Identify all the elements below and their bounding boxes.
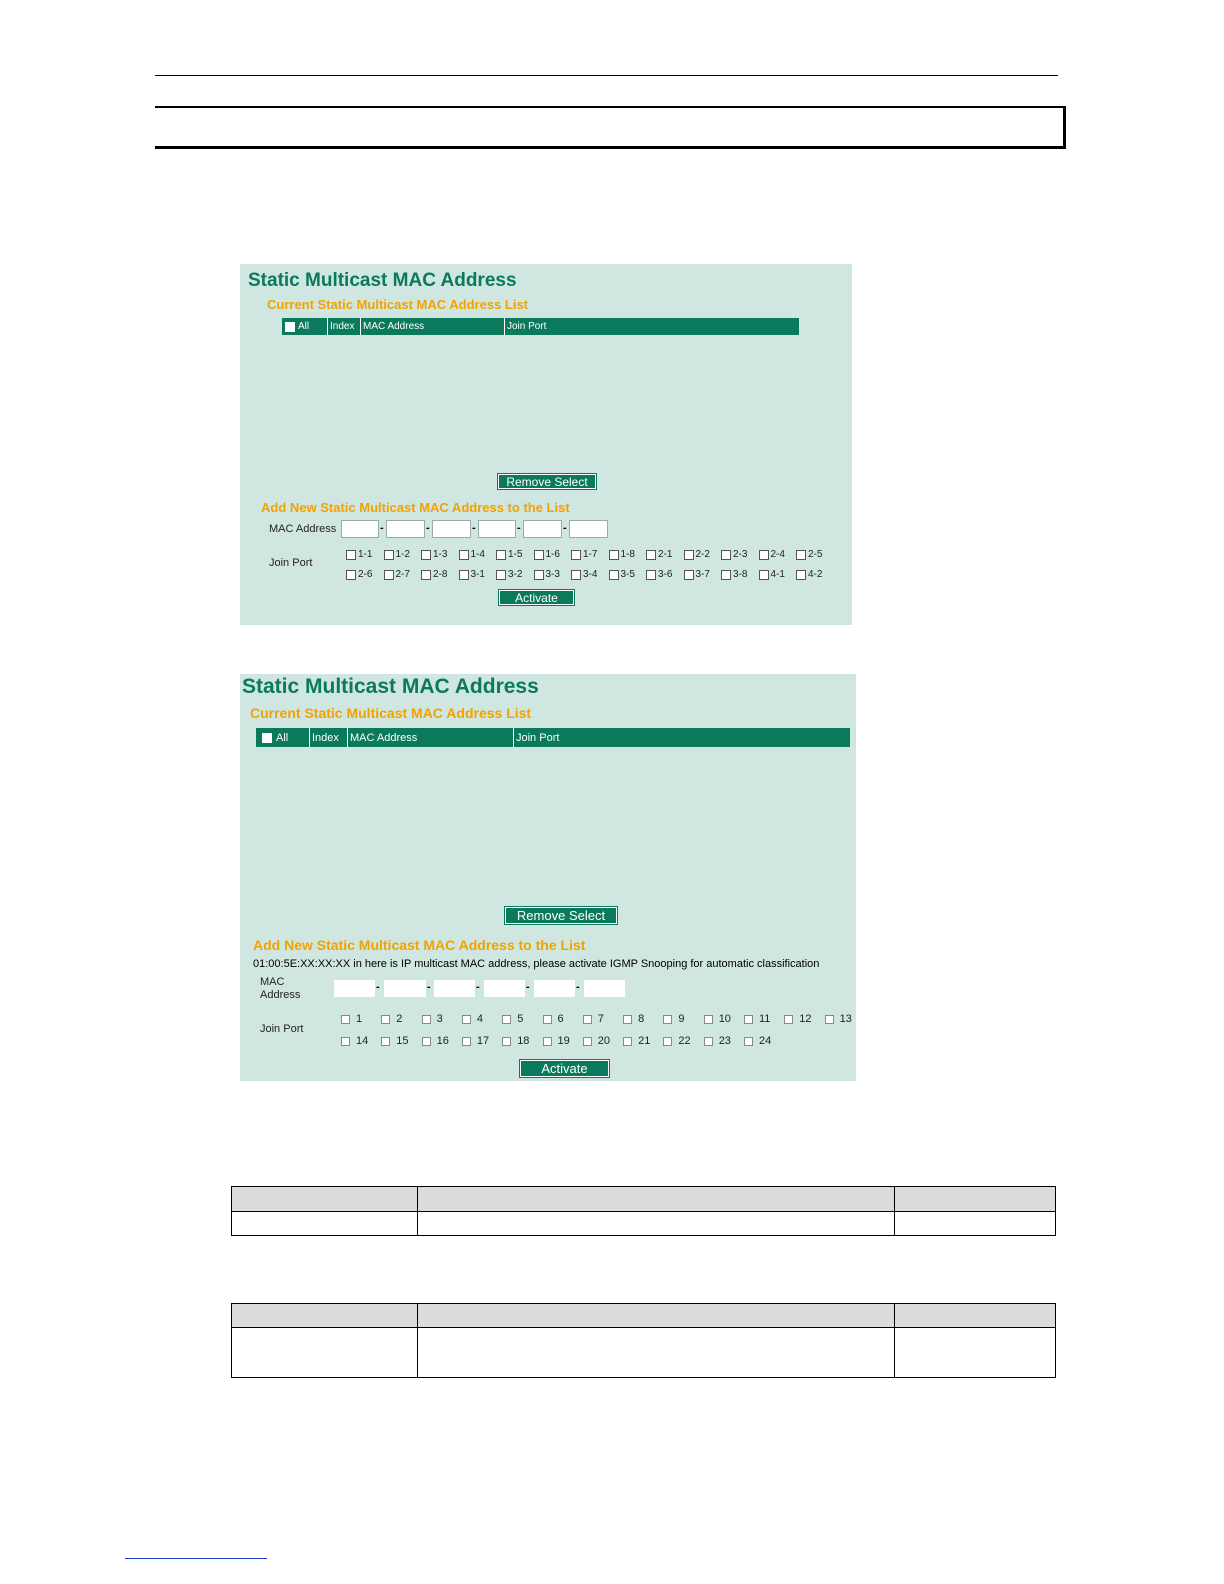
join-port-checkbox[interactable] (784, 1015, 793, 1024)
col-mac-address: MAC Address (361, 318, 505, 335)
join-port-label: 9 (678, 1013, 685, 1025)
mac-label-line-1: MAC (260, 976, 285, 988)
join-port-label: 2-5 (808, 549, 823, 560)
join-port-option (496, 569, 522, 580)
join-port-label: 24 (759, 1035, 772, 1047)
join-port-label: 3-3 (545, 569, 560, 580)
join-port-label: 19 (557, 1035, 570, 1047)
join-port-label: 2-7 (395, 569, 410, 580)
join-port-label: 3-1 (470, 569, 485, 580)
join-port-checkbox[interactable] (583, 1037, 592, 1046)
table-header (256, 728, 850, 747)
join-port-label: 4-2 (808, 569, 823, 580)
parameter-table-1 (231, 1186, 1056, 1236)
join-port-checkbox[interactable] (623, 1037, 632, 1046)
join-port-checkbox[interactable] (684, 550, 694, 560)
join-port-option (346, 569, 372, 580)
join-port-option (543, 1013, 564, 1025)
join-port-checkbox[interactable] (462, 1015, 471, 1024)
join-port-label: 1-7 (583, 549, 598, 560)
join-port-option (381, 1013, 402, 1025)
join-port-option (609, 549, 635, 560)
mac-address-inputs (341, 520, 611, 538)
join-port-label: 2-3 (733, 549, 748, 560)
table-cell (232, 1212, 418, 1236)
header-cell (417, 1304, 895, 1328)
mac-separator: - (517, 522, 521, 534)
join-port-label: 11 (759, 1013, 771, 1025)
mac-label-line-2: Address (260, 989, 301, 1001)
join-port-option (759, 549, 785, 560)
mac-address-inputs (334, 980, 626, 997)
join-port-option (721, 569, 747, 580)
join-port-checkbox[interactable] (381, 1037, 390, 1046)
join-port-checkbox[interactable] (583, 1015, 592, 1024)
join-port-label: 17 (476, 1035, 490, 1047)
table-cell (232, 1328, 418, 1378)
join-port-label: 2-6 (358, 569, 373, 580)
join-port-option (721, 549, 747, 560)
join-port-option (462, 1013, 483, 1025)
join-port-checkbox[interactable] (825, 1015, 834, 1024)
join-port-option (646, 549, 672, 560)
join-port-checkbox[interactable] (684, 570, 694, 580)
join-port-option (684, 569, 710, 580)
mac-octet-6[interactable] (584, 980, 625, 997)
table-cell (417, 1328, 895, 1378)
join-port-option (459, 569, 485, 580)
mac-octet-5[interactable] (523, 520, 562, 538)
join-port-option (502, 1013, 523, 1025)
join-port-label: 3 (436, 1013, 443, 1025)
mac-octet-4[interactable] (478, 520, 516, 538)
select-all-checkbox[interactable] (285, 322, 295, 332)
join-port-checkbox[interactable] (341, 1037, 350, 1046)
join-port-label: 3-6 (658, 569, 673, 580)
join-port-checkbox[interactable] (502, 1015, 511, 1024)
mac-address-label (260, 976, 300, 1002)
join-port-label: 1-2 (395, 549, 410, 560)
join-port-option (502, 1035, 529, 1047)
join-port-checkbox[interactable] (422, 1015, 431, 1024)
join-port-checkbox[interactable] (381, 1015, 390, 1024)
join-port-checkbox[interactable] (462, 1037, 471, 1046)
join-port-option (341, 1013, 362, 1025)
col-all-label: All (276, 731, 289, 744)
join-port-label: 1 (356, 1013, 363, 1025)
join-port-label: 18 (517, 1035, 530, 1047)
join-port-label: 3-5 (620, 569, 635, 580)
join-port-checkbox[interactable] (663, 1037, 672, 1046)
mac-separator: - (426, 522, 430, 534)
header-cell (232, 1304, 418, 1328)
igmp-note: 01:00:5E:XX:XX:XX in here is IP multicast MAC address, please activate IGMP Snooping for automatic classification (253, 958, 820, 970)
join-port-label: 22 (678, 1035, 691, 1047)
add-title: Add New Static Multicast MAC Address to the List (253, 937, 586, 953)
col-all (256, 728, 310, 747)
join-port-option (462, 1035, 489, 1047)
join-port-label: Join Port (269, 557, 313, 569)
mac-separator: - (472, 522, 476, 534)
table-cell (417, 1212, 895, 1236)
list-title: Current Static Multicast MAC Address List (250, 705, 532, 721)
table-header-row (232, 1304, 1056, 1328)
remove-select-button[interactable]: Remove Select (505, 907, 617, 924)
join-port-checkbox[interactable] (459, 570, 469, 580)
join-port-checkbox[interactable] (646, 570, 656, 580)
join-port-option (421, 549, 447, 560)
join-port-checkbox[interactable] (721, 550, 731, 560)
join-port-label: 4 (476, 1013, 484, 1025)
join-port-label: 2 (396, 1013, 403, 1025)
join-port-checkbox[interactable] (346, 570, 356, 580)
mac-octet-6[interactable] (569, 520, 608, 538)
join-port-label: 8 (638, 1013, 645, 1025)
mac-separator: - (380, 522, 384, 534)
join-port-option (341, 1035, 368, 1047)
header-cell (895, 1187, 1056, 1212)
mac-octet-1[interactable] (334, 980, 375, 997)
mac-octet-5[interactable] (534, 980, 575, 997)
join-port-option (684, 549, 710, 560)
mac-separator: - (563, 522, 567, 534)
mac-separator: - (476, 981, 480, 993)
join-port-label: 13 (839, 1013, 852, 1025)
mac-octet-2[interactable] (384, 980, 426, 997)
join-port-label: 4-1 (770, 569, 785, 580)
join-port-checkbox[interactable] (421, 570, 431, 580)
join-port-checkbox[interactable] (534, 550, 544, 560)
table-row (232, 1328, 1056, 1378)
join-port-option (571, 569, 597, 580)
join-port-label: 2-8 (433, 569, 448, 580)
join-port-option (421, 569, 447, 580)
screenshot-panel-1 (240, 264, 852, 625)
mac-octet-3[interactable] (432, 520, 471, 538)
join-port-label: 14 (356, 1035, 369, 1047)
join-port-option (609, 569, 635, 580)
table-cell (895, 1212, 1056, 1236)
join-port-option (422, 1013, 443, 1025)
join-port-checkbox[interactable] (421, 550, 431, 560)
list-title: Current Static Multicast MAC Address List (267, 297, 529, 312)
join-port-checkbox[interactable] (759, 550, 769, 560)
table-header-row (232, 1187, 1056, 1212)
join-port-option (825, 1013, 852, 1025)
join-port-option (744, 1013, 770, 1025)
header-cell (232, 1187, 418, 1212)
join-port-option (663, 1013, 684, 1025)
parameter-table-2 (231, 1303, 1056, 1378)
mac-octet-1[interactable] (341, 520, 379, 538)
join-port-grid (346, 549, 836, 583)
col-index: Index (328, 318, 361, 335)
join-port-label: 1-6 (545, 549, 560, 560)
header-cell (417, 1187, 895, 1212)
mac-octet-3[interactable] (434, 980, 475, 997)
join-port-option (704, 1035, 731, 1047)
mac-octet-4[interactable] (484, 980, 525, 997)
mac-separator: - (576, 981, 580, 993)
mac-octet-2[interactable] (386, 520, 425, 538)
join-port-checkbox[interactable] (759, 570, 769, 580)
join-port-checkbox[interactable] (704, 1015, 713, 1024)
join-port-label: 5 (517, 1013, 524, 1025)
table-cell (895, 1328, 1056, 1378)
mac-separator: - (427, 981, 431, 993)
join-port-checkbox[interactable] (459, 550, 469, 560)
join-port-option (422, 1035, 449, 1047)
page-title: Static Multicast MAC Address (242, 675, 539, 698)
join-port-checkbox[interactable] (796, 570, 806, 580)
join-port-option (796, 569, 822, 580)
join-port-checkbox[interactable] (534, 570, 544, 580)
join-port-label: 2-4 (770, 549, 785, 560)
header-cell (895, 1304, 1056, 1328)
join-port-label: 23 (718, 1035, 731, 1047)
join-port-label: 2-2 (695, 549, 710, 560)
section-heading-box (155, 106, 1066, 149)
join-port-checkbox[interactable] (796, 550, 806, 560)
join-port-checkbox[interactable] (496, 550, 506, 560)
join-port-label: 1-5 (508, 549, 523, 560)
col-join-port: Join Port (507, 321, 547, 332)
remove-select-button[interactable]: Remove Select (498, 474, 596, 489)
join-port-label: 6 (557, 1013, 564, 1025)
add-title: Add New Static Multicast MAC Address to the List (261, 500, 570, 515)
join-port-checkbox[interactable] (623, 1015, 632, 1024)
select-all-checkbox[interactable] (262, 733, 272, 743)
join-port-label: 2-1 (658, 549, 673, 560)
join-port-checkbox[interactable] (571, 550, 581, 560)
join-port-checkbox[interactable] (646, 550, 656, 560)
join-port-checkbox[interactable] (422, 1037, 431, 1046)
join-port-checkbox[interactable] (571, 570, 581, 580)
join-port-label: 1-4 (470, 549, 485, 560)
header-rule (155, 75, 1058, 76)
footer-link-underline (125, 1558, 267, 1559)
join-port-checkbox[interactable] (704, 1037, 713, 1046)
join-port-grid (341, 1013, 853, 1053)
join-port-option (744, 1035, 771, 1047)
join-port-option (381, 1035, 408, 1047)
join-port-option (583, 1035, 610, 1047)
mac-address-label: MAC Address (269, 523, 337, 535)
join-port-option (384, 569, 410, 580)
join-port-label: 1-1 (358, 549, 373, 560)
join-port-checkbox[interactable] (341, 1015, 350, 1024)
join-port-option (346, 549, 372, 560)
join-port-checkbox[interactable] (384, 550, 394, 560)
col-all (282, 318, 328, 335)
col-join-port: Join Port (516, 731, 560, 744)
join-port-label: 1-3 (433, 549, 448, 560)
join-port-option (583, 1013, 604, 1025)
join-port-checkbox[interactable] (496, 570, 506, 580)
activate-button[interactable]: Activate (520, 1060, 609, 1077)
join-port-option (759, 569, 785, 580)
join-port-option (534, 549, 560, 560)
join-port-label: 16 (436, 1035, 449, 1047)
join-port-checkbox[interactable] (384, 570, 394, 580)
join-port-label: 3-7 (695, 569, 710, 580)
table-row (232, 1212, 1056, 1236)
mac-separator: - (376, 981, 380, 993)
join-port-option (663, 1035, 690, 1047)
screenshot-panel-2 (240, 674, 856, 1081)
join-port-option (459, 549, 485, 560)
join-port-checkbox[interactable] (721, 570, 731, 580)
mac-separator: - (526, 981, 530, 993)
join-port-option (704, 1013, 731, 1025)
activate-button[interactable]: Activate (499, 590, 574, 605)
join-port-label: 3-4 (583, 569, 598, 580)
col-all-label: All (298, 321, 310, 332)
join-port-checkbox[interactable] (346, 550, 356, 560)
col-mac-address: MAC Address (348, 728, 514, 747)
join-port-label: 21 (638, 1035, 651, 1047)
join-port-option (623, 1013, 644, 1025)
join-port-label: 15 (396, 1035, 409, 1047)
join-port-label: 10 (718, 1013, 731, 1025)
join-port-label: 7 (597, 1013, 604, 1025)
join-port-option (623, 1035, 650, 1047)
page-title: Static Multicast MAC Address (248, 270, 517, 291)
join-port-option (534, 569, 560, 580)
join-port-option (784, 1013, 811, 1025)
col-index: Index (310, 728, 348, 747)
join-port-option (571, 549, 597, 560)
join-port-option (496, 549, 522, 560)
join-port-checkbox[interactable] (543, 1015, 552, 1024)
join-port-checkbox[interactable] (609, 570, 619, 580)
table-header (282, 318, 799, 335)
join-port-label: 3-2 (508, 569, 523, 580)
join-port-label: 12 (799, 1013, 812, 1025)
join-port-checkbox[interactable] (609, 550, 619, 560)
join-port-checkbox[interactable] (744, 1037, 753, 1046)
join-port-label: 1-8 (620, 549, 635, 560)
join-port-checkbox[interactable] (663, 1015, 672, 1024)
join-port-label: Join Port (260, 1023, 304, 1035)
join-port-checkbox[interactable] (502, 1037, 511, 1046)
join-port-option (646, 569, 672, 580)
join-port-option (796, 549, 822, 560)
join-port-label: 20 (597, 1035, 611, 1047)
join-port-checkbox[interactable] (543, 1037, 552, 1046)
join-port-option (543, 1035, 570, 1047)
join-port-checkbox[interactable] (744, 1015, 753, 1024)
join-port-option (384, 549, 410, 560)
join-port-label: 3-8 (733, 569, 748, 580)
